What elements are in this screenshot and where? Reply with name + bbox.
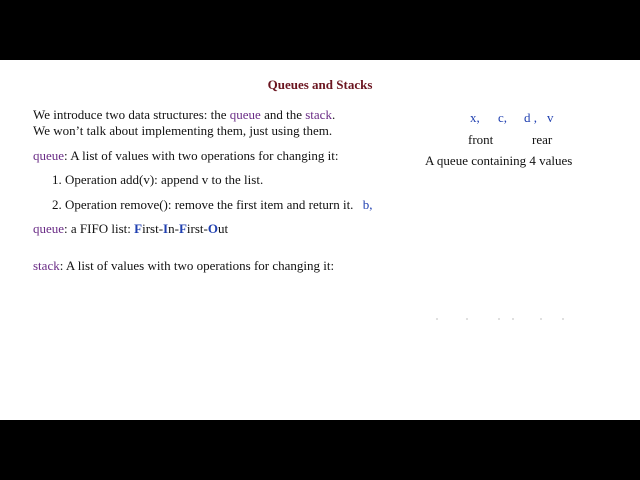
intro-text-a: We introduce two data structures: the [33,107,230,122]
queue-def-text: : A list of values with two operations for changing it: [64,148,339,163]
intro-stack-keyword: stack [305,107,332,122]
queue-definition [33,148,338,164]
fifo-irst2: irst- [186,221,208,236]
slide-title: Queues and Stacks [267,77,373,92]
fifo-letter-f: F [134,221,143,236]
fifo-irst: irst- [142,221,164,236]
queue-front-label: front [468,132,494,147]
stack-definition [33,258,334,274]
fifo-text: : a FIFO list: [64,221,135,236]
queue-value-2: c, [498,110,508,125]
queue-value-3: d , [524,110,537,125]
queue-value-1: x, [470,110,480,125]
slide [0,60,640,420]
queue-caption: A queue containing 4 values [425,153,573,168]
queue-rear-label: rear [532,132,553,147]
fifo-letter-o: O [207,221,218,236]
fifo-n: n- [168,221,179,236]
fifo-letter-i: I [163,221,169,236]
fifo-ut: ut [217,221,229,236]
queue-value-4: v [547,110,554,125]
faint-dots [436,318,566,320]
queue-def-keyword: queue [33,148,65,163]
fifo-line [33,221,228,237]
fifo-keyword: queue [33,221,65,236]
intro-queue-keyword: queue [229,107,261,122]
fifo-letter-f2: F [178,221,187,236]
operation-remove [52,197,372,213]
intro-line-2: We won’t talk about implementing them, just using them. [33,123,333,138]
remove-result: b, [362,197,373,212]
operation-remove-text: 2. Operation remove(): remove the first item and return it. [52,197,354,212]
stack-def-text: : A list of values with two operations for changing it: [59,258,335,273]
intro-text-c: . [331,107,336,122]
operation-add: 1. Operation add(v): append v to the list. [52,172,264,187]
intro-text-b: and the [260,107,306,122]
stack-def-keyword: stack [33,258,60,273]
intro-line-1 [33,107,335,123]
